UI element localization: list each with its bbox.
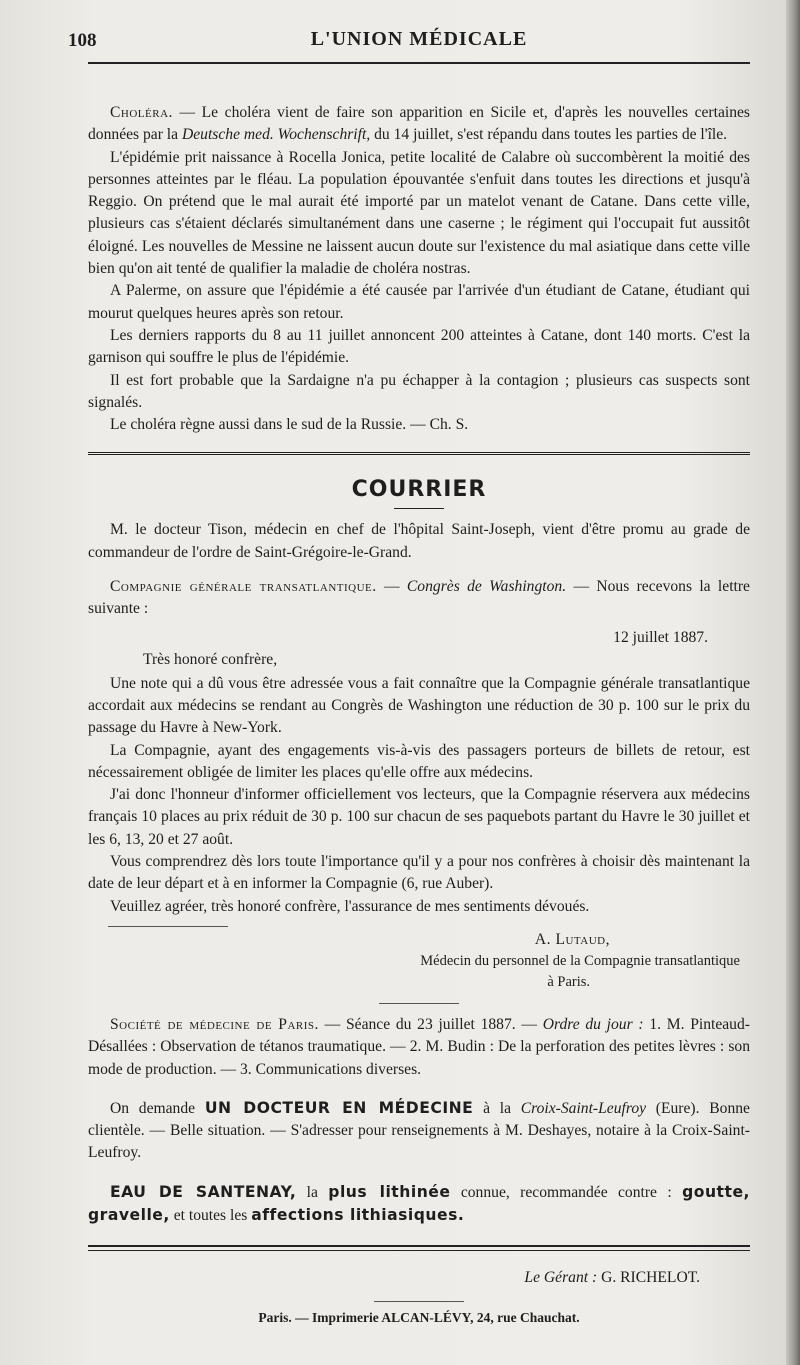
gerant-line: Le Gérant : G. RICHELOT.	[524, 1269, 700, 1287]
letter-paragraph-5: Veuillez agréer, très honoré confrère, l'assurance de mes sentiments dévoués.	[110, 897, 590, 915]
cgt-lead: Compagnie générale transatlantique.	[110, 578, 377, 596]
courrier-title: COURRIER	[351, 477, 487, 503]
eau-name: EAU DE SANTENAY,	[110, 1182, 297, 1201]
signature-rule	[108, 926, 228, 927]
header-rule	[88, 62, 750, 64]
cholera-paragraph-2: L'épidémie prit naissance à Rocella Jonica, petite localité de Calabre où succombèrent la moitié des personnes atteintes par le fléau. La population épouvantée s'enfuit dans toutes les directions et jusqu'à Reggio. On prétend que le mal aurait été importé par un matelot venant de Catane. Dans cette ville, plusieurs cas s'étaient déclarés simultanément dans une caserne ; le régiment qui l'occupait fut aussitôt éloigné. Les nouvelles de Messine ne laissent aucun doute sur l'existence du mal asiatique dans cette ville bien qu'on ait tenté de qualifier la maladie de choléra nostras.	[88, 148, 750, 278]
cholera-paragraph-4: Les derniers rapports du 8 au 11 juillet annoncent 200 atteintes à Catane, dont 140 morts. C'est la garnison qui souffre le plus de l'épidémie.	[88, 326, 750, 367]
footer-rule-top	[88, 1245, 750, 1247]
demande-paragraph: On demande UN DOCTEUR EN MÉDECINE à la Croix-Saint-Leufroy (Eure). Bonne clientèle. — Belle situation. — S'adresser pour renseignements à M. Deshayes, notaire à la Croix-Saint-Leufroy.	[88, 1098, 750, 1162]
page-number: 108	[68, 30, 97, 51]
cholera-paragraph-3: A Palerme, on assure que l'épidémie a été causée par l'arrivée d'un étudiant de Catane, étudiant qui mourut quelques heures après son retour.	[88, 282, 750, 322]
signature-title: Médecin du personnel de la Compagnie transatlantique	[420, 952, 740, 969]
cholera-paragraph-6: Le choléra règne aussi dans le sud de la Russie. — Ch. S.	[110, 416, 469, 434]
page-header	[68, 22, 750, 56]
cgt-paragraph: Compagnie générale transatlantique. — Congrès de Washington. — Nous recevons la lettre suivante :	[88, 578, 750, 618]
signature-city: à Paris.	[547, 973, 590, 990]
journal-title: L'UNION MÉDICALE	[310, 28, 528, 50]
book-spine-shadow	[786, 0, 800, 1365]
cholera-section	[88, 102, 750, 436]
letter-paragraph-1: Une note qui a dû vous être adressée vous a fait connaître que la Compagnie générale transatlantique accordait aux médecins se rendant au Congrès de Washington une réduction de 30 p. 100 sur le prix du passage du Havre à New-York.	[88, 674, 750, 737]
letter-paragraph-3: J'ai donc l'honneur d'informer officiellement vos lecteurs, que la Compagnie réservera aux médecins français 10 places au prix réduit de 30 p. 100 sur chacun de ses paquebots partant du Havre le 30 juillet et les 6, 13, 20 et 27 août.	[88, 786, 750, 848]
societe-order: Ordre du jour :	[542, 1015, 644, 1033]
footer-rule-bottom	[88, 1250, 750, 1251]
societe-paragraph: Société de médecine de Paris. — Séance du 23 juillet 1887. — Ordre du jour : 1. M. Pinteaud-Désallées : Observation de tétanos traumatique. — 2. M. Budin : De la perforation des petites lèvres : son mode de production. — 3. Communications diverses.	[88, 1015, 750, 1078]
imprint-line: Paris. — Imprimerie ALCAN-LÉVY, 24, rue Chauchat.	[258, 1310, 580, 1326]
imprint-rule	[374, 1301, 464, 1302]
cholera-paragraph-5: Il est fort probable que la Sardaigne n'a pu échapper à la contagion ; plusieurs cas suspects sont signalés.	[88, 371, 750, 411]
societe-lead: Société de médecine de Paris.	[110, 1015, 319, 1033]
eau-advert: EAU DE SANTENAY, la plus lithinée connue, recommandée contre : goutte, gravelle, et toutes les affections lithiasiques.	[88, 1182, 750, 1224]
section-divider	[88, 452, 750, 455]
signature-name: A. Lutaud,	[534, 930, 610, 948]
demande-place: Croix-Saint-Leufroy	[520, 1099, 647, 1117]
title-underline	[394, 508, 444, 509]
courrier-section	[88, 519, 750, 1227]
notice-separator	[379, 1003, 459, 1004]
letter-paragraph-2: La Compagnie, ayant des engagements vis-à-vis des passagers porteurs de billets de retour, est nécessairement obligée de limiter les places qu'elle offre aux médecins.	[88, 741, 750, 781]
tison-paragraph: M. le docteur Tison, médecin en chef de l'hôpital Saint-Joseph, vient d'être promu au grade de commandeur de l'ordre de Saint-Grégoire-le-Grand.	[88, 521, 750, 561]
gerant-name: G. RICHELOT.	[601, 1269, 700, 1287]
cholera-paragraph-1: Choléra. — Le choléra vient de faire son apparition en Sicile et, d'après les nouvelles certaines données par la Deutsche med. Wochenschrift, du 14 juillet, s'est répandu dans toutes les parties de l'île.	[88, 104, 750, 144]
demande-bold: UN DOCTEUR EN MÉDECINE	[204, 1098, 474, 1117]
letter-paragraph-4: Vous comprendrez dès lors toute l'importance qu'il y a pour nos confrères à choisir dès maintenant la date de leur départ et à en informer la Compagnie (6, rue Auber).	[88, 853, 750, 893]
letter-date: 12 juillet 1887.	[613, 628, 708, 646]
cgt-congress: Congrès de Washington.	[406, 578, 567, 596]
letter-salutation: Très honoré confrère,	[143, 650, 278, 668]
source-journal: Deutsche med. Wochenschrift,	[181, 126, 371, 144]
cholera-lead: Choléra.	[110, 104, 173, 121]
